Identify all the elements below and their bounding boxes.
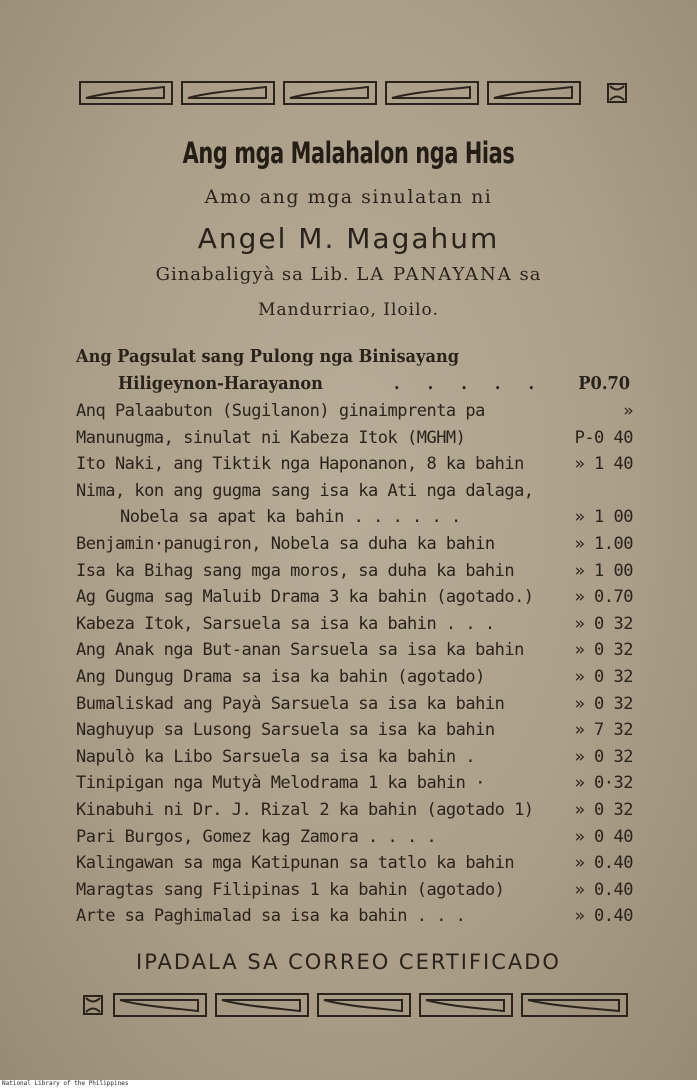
- publisher-prefix: Ginabaligyà sa Lib.: [155, 264, 350, 285]
- page-title: Ang mga Malahalon nga Hias: [182, 136, 515, 170]
- book-title: Kalingawan sa mga Katipunan sa tatlo ka bahin: [76, 853, 515, 874]
- list-item: [76, 773, 633, 797]
- list-item: [76, 800, 633, 824]
- book-price: » 0.40: [574, 879, 633, 900]
- list-item: [76, 587, 633, 611]
- book-price: P-0 40: [574, 427, 633, 448]
- first-entry-title: Ang Pagsulat sang Pulong nga Binisayang: [76, 346, 460, 367]
- list-item: [76, 481, 633, 505]
- book-title: Anq Palaabuton (Sugilanon) ginaimprenta pa: [76, 401, 485, 421]
- book-title: Ag Gugma sag Maluib Drama 3 ka bahin (agotado.): [76, 587, 534, 608]
- book-price: » 0 32: [574, 693, 633, 714]
- footer-credit: National Library of the Philippines: [0, 1080, 697, 1088]
- book-price: » 1 40: [574, 454, 633, 475]
- book-title: Nobela sa apat ka bahin . . . . . .: [120, 507, 461, 528]
- book-price: » 0.40: [574, 853, 633, 874]
- list-item: [76, 640, 633, 664]
- book-title: Nima, kon ang gugma sang isa ka Ati nga dalaga,: [76, 480, 534, 501]
- location: Mandurriao, Iloilo.: [258, 300, 439, 320]
- list-item: [76, 747, 633, 771]
- list-item: [76, 561, 633, 585]
- book-title: Tinipigan nga Mutyà Melodrama 1 ka bahin ·: [76, 773, 485, 794]
- book-title: Bumaliskad ang Payà Sarsuela sa isa ka bahin: [76, 693, 505, 714]
- book-price: » 0 32: [574, 800, 633, 820]
- book-title: Pari Burgos, Gomez kag Zamora . . . .: [76, 826, 437, 847]
- book-price: » 0.70: [574, 587, 633, 608]
- book-title: Maragtas sang Filipinas 1 ka bahin (agotado): [76, 879, 505, 900]
- list-item: [76, 534, 633, 558]
- book-price: » 1 00: [574, 507, 633, 528]
- list-item: [76, 720, 633, 744]
- book-title: Ang Anak nga But-anan Sarsuela sa isa ka bahin: [76, 640, 524, 661]
- book-price: »: [623, 401, 633, 421]
- list-item: [76, 401, 633, 425]
- subtitle: Amo ang mga sinulatan ni: [204, 186, 493, 208]
- book-price: » 1 00: [574, 560, 633, 581]
- book-title: Isa ka Bihag sang mga moros, sa duha ka bahin: [76, 560, 515, 581]
- list-item: [76, 454, 633, 478]
- publisher-suffix: sa: [519, 264, 542, 285]
- book-price: » 0 40: [574, 826, 633, 847]
- book-title: Ang Dungug Drama sa isa ka bahin (agotado): [76, 667, 485, 687]
- book-price: » 0 32: [574, 613, 633, 634]
- top-ornamental-border: [78, 78, 633, 108]
- book-price: » 0 32: [574, 667, 633, 687]
- list-item: [76, 827, 633, 851]
- book-price: » 0 32: [574, 640, 633, 661]
- list-item: [76, 667, 633, 691]
- first-entry-subtitle: Hiligeynon-Harayanon: [118, 373, 323, 394]
- bottom-ornamental-border: [78, 990, 633, 1020]
- book-price: » 1.00: [574, 534, 633, 554]
- book-title: Napulò ka Libo Sarsuela sa isa ka bahin .: [76, 746, 476, 767]
- book-price: » 0.40: [574, 906, 633, 927]
- first-entry-row: [118, 373, 630, 397]
- list-item: [76, 853, 633, 877]
- list-item: [76, 614, 633, 638]
- list-item: [76, 880, 633, 904]
- mailing-note: IPADALA SA CORREO CERTIFICADO: [136, 950, 561, 974]
- book-title: Arte sa Paghimalad sa isa ka bahin . . .: [76, 906, 466, 927]
- list-item: [76, 428, 633, 452]
- author-name: Angel M. Magahum: [197, 222, 500, 255]
- publisher-line: [0, 264, 697, 285]
- list-item: [76, 507, 633, 531]
- book-title: Manunugma, sinulat ni Kabeza Itok (MGHM): [76, 427, 466, 448]
- list-item: [76, 694, 633, 718]
- book-price: » 7 32: [574, 720, 633, 741]
- book-price: » 0 32: [574, 746, 633, 767]
- publisher-name: LA PANAYANA: [356, 264, 513, 285]
- list-item: [76, 906, 633, 930]
- book-title: Kinabuhi ni Dr. J. Rizal 2 ka bahin (agotado 1): [76, 800, 534, 820]
- first-entry-price: P0.70: [578, 373, 630, 394]
- book-title: Ito Naki, ang Tiktik nga Haponanon, 8 ka bahin: [76, 454, 524, 475]
- book-title: Naghuyup sa Lusong Sarsuela sa isa ka bahin: [76, 720, 495, 741]
- book-price: » 0·32: [574, 773, 633, 794]
- book-title: Kabeza Itok, Sarsuela sa isa ka bahin . . .: [76, 613, 495, 634]
- first-entry-leader: .....: [394, 373, 563, 394]
- book-title: Benjamin·panugiron, Nobela sa duha ka bahin: [76, 534, 495, 554]
